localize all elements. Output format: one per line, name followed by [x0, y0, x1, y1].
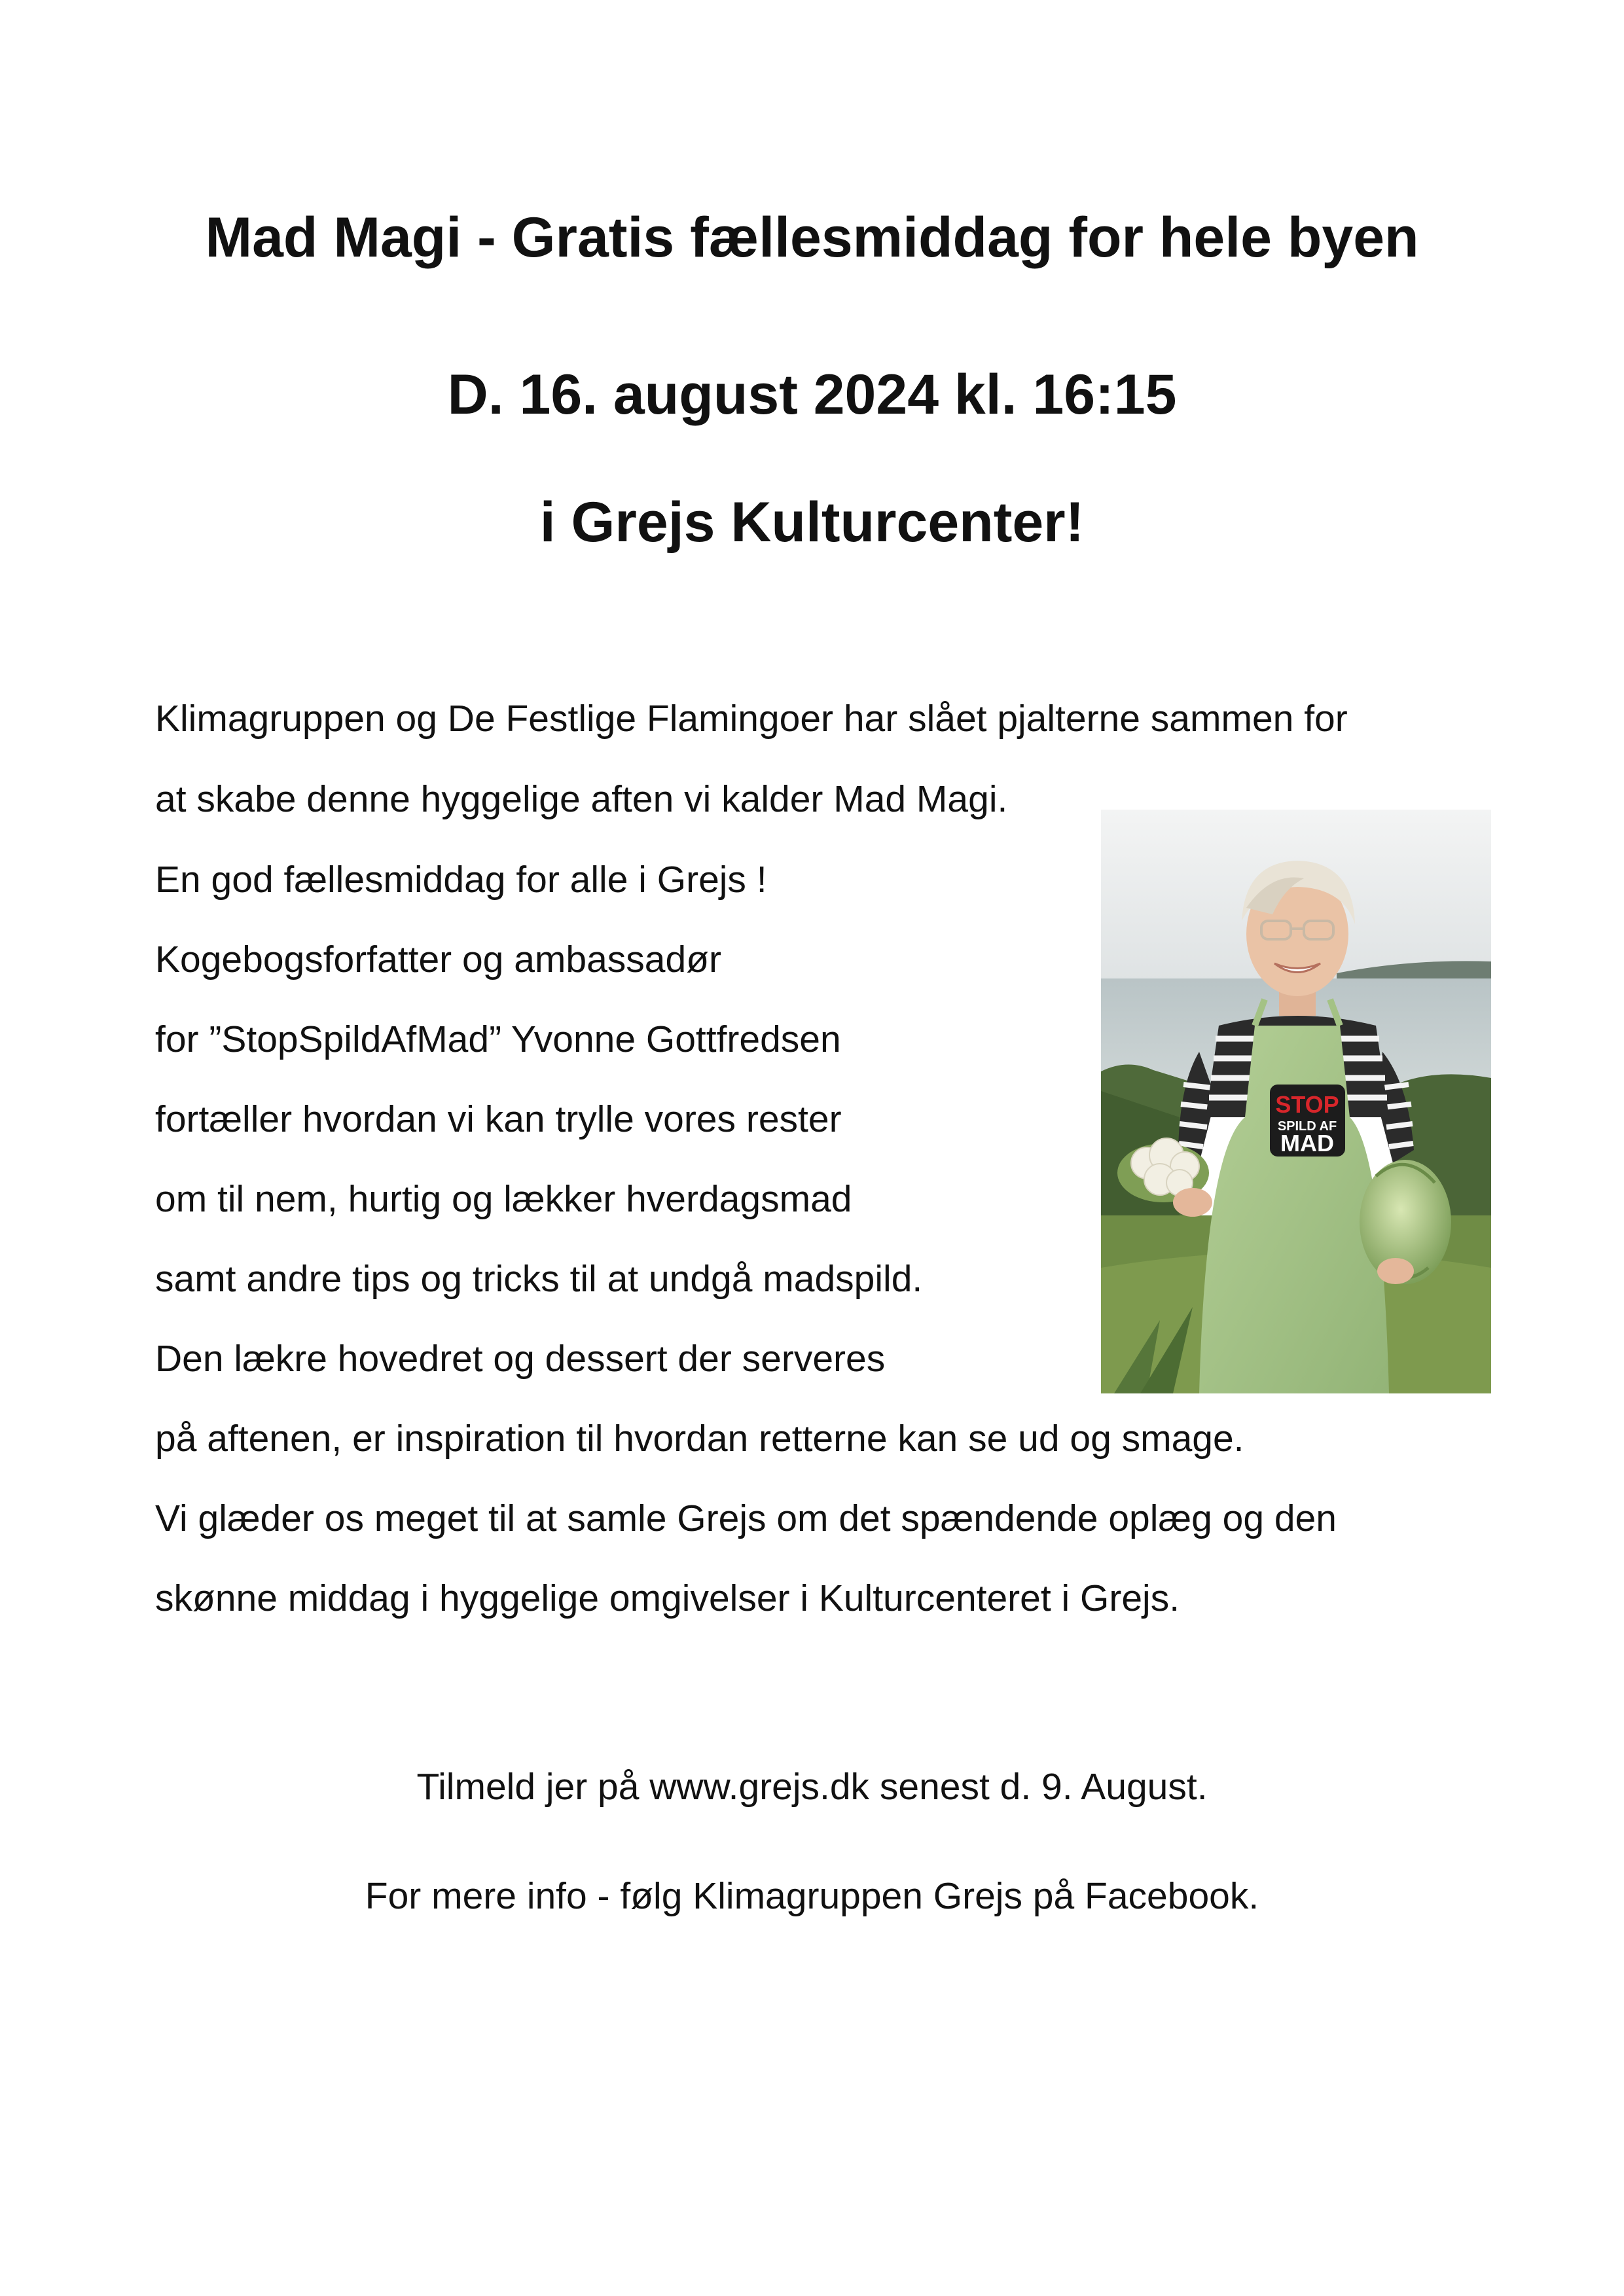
body-line: at skabe denne hyggelige aften vi kalder Mad Magi.: [155, 778, 1008, 820]
facebook-note: For mere info - følg Klimagruppen Grejs på Facebook.: [365, 1875, 1259, 1917]
apron-badge-line1: STOP: [1275, 1091, 1339, 1118]
body-line: på aftenen, er inspiration til hvordan retterne kan se ud og smage.: [155, 1418, 1244, 1460]
body-line: Klimagruppen og De Festlige Flamingoer har slået pjalterne sammen for: [155, 698, 1348, 740]
body-line: for ”StopSpildAfMad” Yvonne Gottfredsen: [155, 1018, 841, 1060]
body-line: Den lækre hovedret og dessert der serveres: [155, 1338, 886, 1380]
body-line: fortæller hvordan vi kan trylle vores rester: [155, 1098, 842, 1140]
body-line: skønne middag i hyggelige omgivelser i Kulturcenteret i Grejs.: [155, 1577, 1180, 1619]
title-line-date: D. 16. august 2024 kl. 16:15: [447, 363, 1177, 426]
body-line: Vi glæder os meget til at samle Grejs om det spændende oplæg og den: [155, 1498, 1337, 1539]
title-line-venue: i Grejs Kulturcenter!: [539, 491, 1085, 554]
signup-note: Tilmeld jer på www.grejs.dk senest d. 9. August.: [416, 1766, 1208, 1808]
body-line: samt andre tips og tricks til at undgå madspild.: [155, 1258, 923, 1300]
apron-badge-line2: SPILD AF: [1277, 1119, 1337, 1134]
apron-badge-line3: MAD: [1280, 1130, 1334, 1157]
portrait-photo: [1101, 810, 1491, 1393]
body-line: Kogebogsforfatter og ambassadør: [155, 939, 721, 980]
body-line: En god fællesmiddag for alle i Grejs !: [155, 859, 767, 901]
body-line: om til nem, hurtig og lækker hverdagsmad: [155, 1178, 852, 1220]
title-line-event: Mad Magi - Gratis fællesmiddag for hele byen: [205, 206, 1419, 269]
